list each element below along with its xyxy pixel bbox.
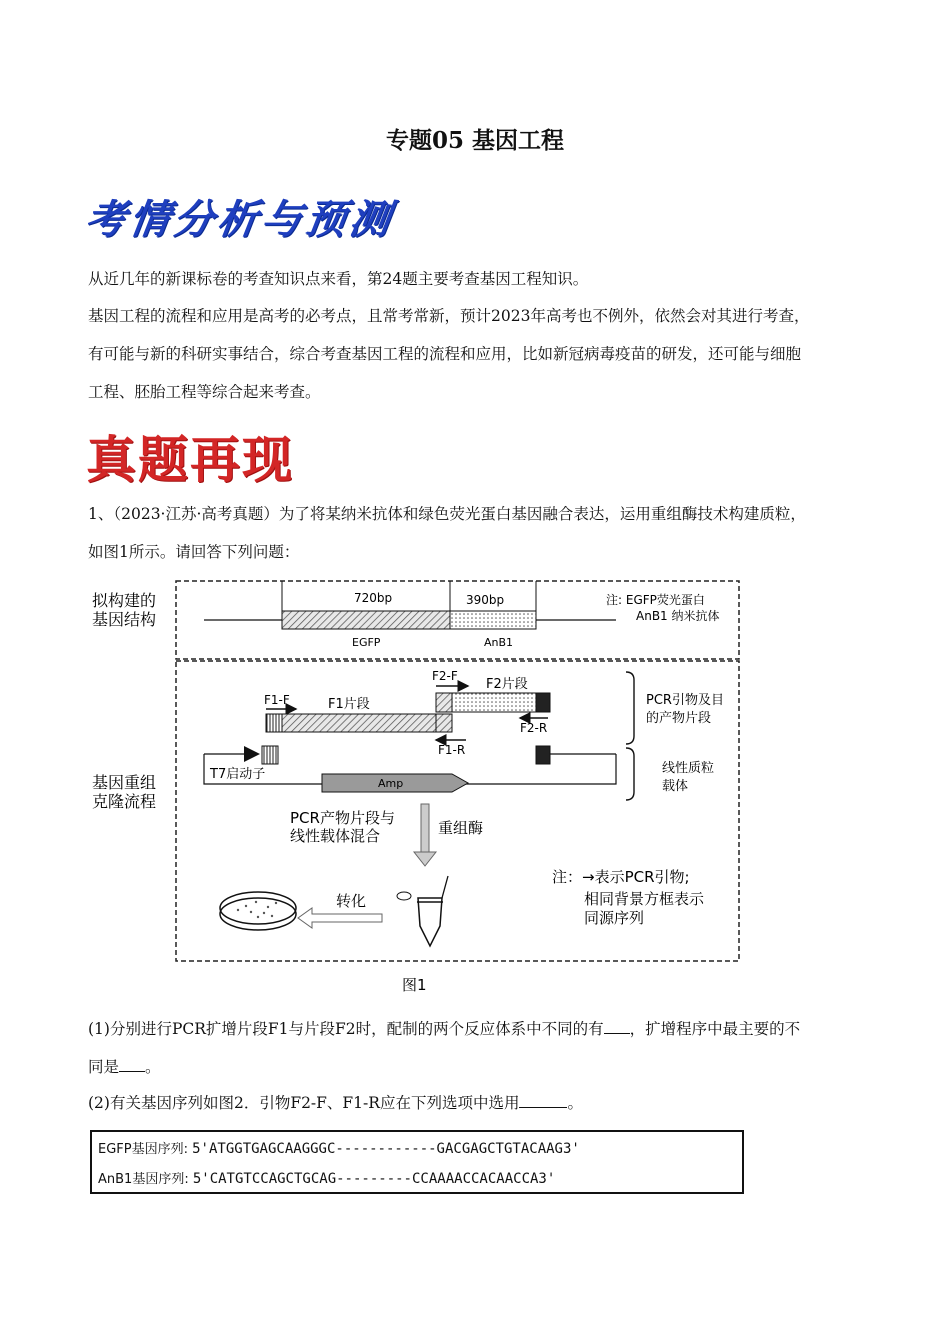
- figure-2-sequences: [90, 1130, 744, 1194]
- egfp-segment: [282, 611, 450, 629]
- f2-fragment: [452, 693, 536, 712]
- petri-dish-icon: [220, 892, 296, 924]
- t7-promoter-icon: [244, 746, 260, 762]
- figure-1-diagram: [86, 576, 746, 996]
- answer-blank[interactable]: [519, 1093, 567, 1108]
- vector-note: 线性质粒: [662, 761, 715, 776]
- svg-text:同源序列: 同源序列: [584, 909, 645, 927]
- anb1-label: AnB1: [484, 636, 514, 649]
- f1f-label: F1-F: [264, 693, 290, 707]
- transform-arrow-icon: [298, 908, 382, 928]
- mix-label: PCR产物片段与: [290, 809, 395, 827]
- question-1-stem-2: 如图1所示。请回答下列问题：: [88, 543, 300, 561]
- f2-segment-label: F2片段: [486, 677, 528, 692]
- bottom-note: 注：→表示PCR引物;: [552, 868, 690, 886]
- anb1-sequence-row: AnB1基因序列: 5'CATGTCCAGCTGCAG---------CCAAAACCACAACCA3': [98, 1171, 556, 1187]
- svg-text:AnB1 纳米抗体: AnB1 纳米抗体: [636, 609, 720, 623]
- banner-real-questions: 真题再现: [86, 431, 294, 489]
- analysis-paragraph-3: 有可能与新的科研实事结合，综合考查基因工程的流程和应用，比如新冠病毒疫苗的研发，还可能与细胞: [88, 345, 802, 363]
- analysis-paragraph-4: 工程、胚胎工程等综合起来考查。: [88, 383, 321, 401]
- svg-text:基因结构: 基因结构: [92, 610, 157, 629]
- anb1-length: 390bp: [466, 593, 505, 607]
- f1-segment-label: F1片段: [328, 697, 370, 712]
- row1-label: 拟构建的: [92, 591, 157, 610]
- f1-fragment: [282, 714, 450, 732]
- sub-question-1: (1)分别进行PCR扩增片段F1与片段F2时，配制的两个反应体系中不同的有 ，扩增程序中最主要的不: [88, 1020, 801, 1038]
- tube-icon: [418, 898, 442, 946]
- analysis-paragraph-2: 基因工程的流程和应用是高考的必考点，且常考常新，预计2023年高考也不例外，依然会对其进行考查，: [88, 307, 810, 325]
- answer-blank[interactable]: [119, 1057, 145, 1072]
- f1r-label: F1-R: [438, 743, 466, 757]
- egfp-label: EGFP: [352, 636, 381, 649]
- pcr-note: PCR引物及目: [646, 693, 724, 708]
- f2r-label: F2-R: [520, 721, 548, 735]
- anb1-segment: [450, 611, 536, 629]
- enzyme-label: 重组酶: [438, 819, 484, 837]
- svg-text:相同背景方框表示: 相同背景方框表示: [584, 890, 705, 908]
- sub-question-1-cont: 同是 。: [88, 1058, 161, 1076]
- analysis-paragraph-1: 从近几年的新课标卷的考查知识点来看，第24题主要考查基因工程知识。: [88, 270, 589, 288]
- svg-text:的产物片段: 的产物片段: [646, 711, 712, 726]
- row2-label: 基因重组: [92, 773, 157, 792]
- top-note: 注: EGFP荧光蛋白: [606, 593, 705, 607]
- egfp-length: 720bp: [354, 591, 393, 605]
- transform-label: 转化: [336, 892, 367, 910]
- amp-label: Amp: [378, 777, 404, 790]
- t7-label: T7启动子: [210, 767, 266, 782]
- page-title: 专题05 基因工程: [385, 127, 564, 154]
- question-1-stem: 1、（2023·江苏·高考真题）为了将某纳米抗体和绿色荧光蛋白基因融合表达，运用重组酶技术构建质粒，: [88, 505, 806, 523]
- banner-analysis: 考情分析与预测: [82, 197, 397, 243]
- svg-text:克隆流程: 克隆流程: [92, 792, 157, 811]
- svg-text:载体: 载体: [662, 779, 689, 794]
- sub-question-2: (2)有关基因序列如图2．引物F2-F、F1-R应在下列选项中选用 。: [88, 1094, 583, 1112]
- f2f-label: F2-F: [432, 669, 458, 683]
- answer-blank[interactable]: [604, 1019, 630, 1034]
- figure-1-caption: 图1: [402, 976, 427, 994]
- svg-text:线性载体混合: 线性载体混合: [290, 827, 381, 845]
- egfp-sequence-row: EGFP基因序列: 5'ATGGTGAGCAAGGGC------------GACGAGCTGTACAAG3': [98, 1141, 580, 1157]
